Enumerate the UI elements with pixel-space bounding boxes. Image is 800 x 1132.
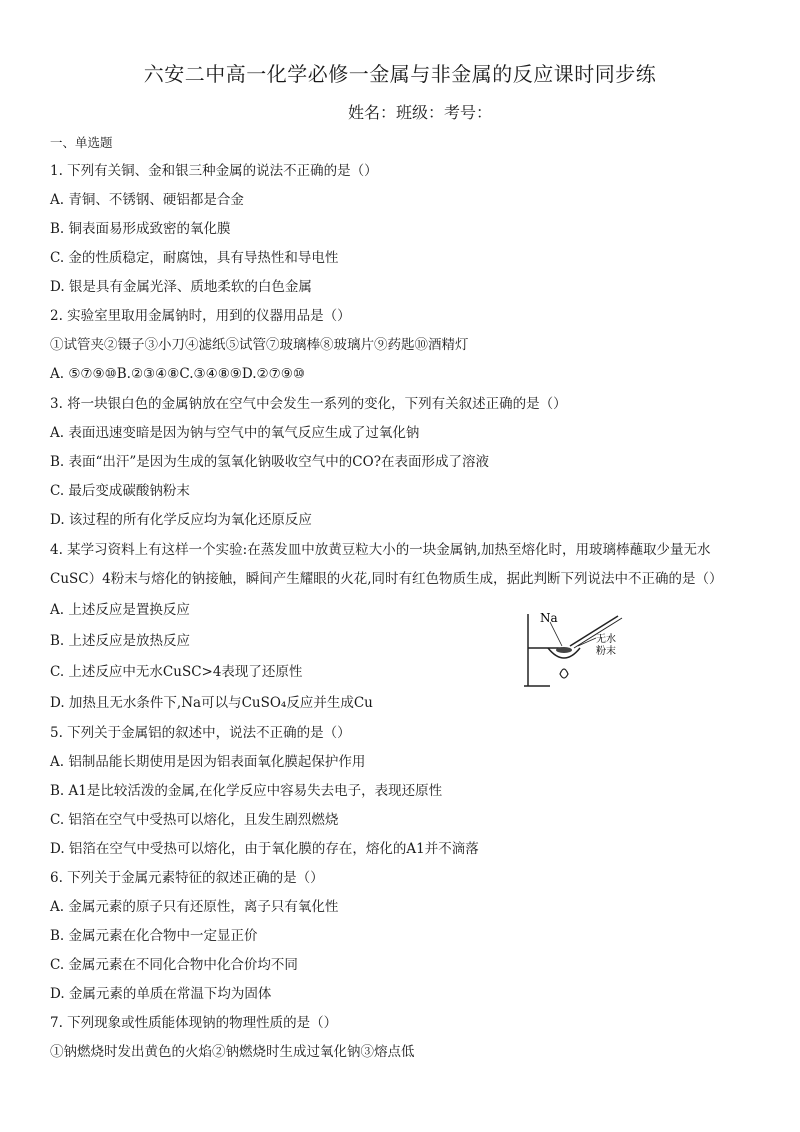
question-6-option-c: C. 金属元素在不同化合物中化合价均不同 <box>50 957 298 973</box>
question-3-option-a: A. 表面迅速变暗是因为钠与空气中的氧气反应生成了过氧化钠 <box>50 425 420 441</box>
page-title: 六安二中高一化学必修一金属与非金属的反应课时同步练 <box>143 62 657 86</box>
question-3-option-c: C. 最后变成碳酸钠粉末 <box>50 483 190 499</box>
question-4-option-d: D. 加热且无水条件下,Na可以与CuSO₄反应并生成Cu <box>50 695 373 711</box>
question-6-stem: 6. 下列关于金属元素特征的叙述正确的是（） <box>50 870 324 886</box>
powder-label-2: 粉末 <box>596 646 616 657</box>
question-1-option-d: D. 银是具有金属光泽、质地柔软的白色金属 <box>50 279 312 295</box>
student-info-line: 姓名：班级：考号： <box>347 103 492 122</box>
question-4-option-b: B. 上述反应是放热反应 <box>50 633 191 649</box>
question-5-option-a: A. 铝制品能长期使用是因为铝表面氧化膜起保护作用 <box>50 754 366 770</box>
question-3-option-b: B. 表面“出汗”是因为生成的氢氧化钠吸收空气中的CO?在表面形成了溶液 <box>50 454 489 470</box>
question-2-items: ①试管夹②镊子③小刀④滤纸⑤试管⑦玻璃棒⑧玻璃片⑨药匙⑩酒精灯 <box>50 337 469 353</box>
na-pointer <box>550 622 562 646</box>
question-4-option-c: C. 上述反应中无水CuSC>4表现了还原性 <box>50 664 303 680</box>
question-3-option-d: D. 该过程的所有化学反应均为氧化还原反应 <box>50 512 312 528</box>
question-7-items: ①钠燃烧时发出黄色的火焰②钠燃烧时生成过氧化钠③熔点低 <box>50 1044 415 1060</box>
question-5-option-d: D. 铝箔在空气中受热可以熔化，由于氧化膜的存在，熔化的A1并不滴落 <box>50 841 479 857</box>
question-6-option-a: A. 金属元素的原子只有还原性，离子只有氧化性 <box>50 899 339 915</box>
question-5-option-b: B. A1是比较活泼的金属,在化学反应中容易失去电子，表现还原性 <box>50 783 443 799</box>
question-5-option-c: C. 铝箔在空气中受热可以熔化，且发生剧烈燃烧 <box>50 812 339 828</box>
question-1-option-c: C. 金的性质稳定，耐腐蚀，具有导热性和导电性 <box>50 250 339 266</box>
question-3-stem: 3. 将一块银白色的金属钠放在空气中会发生一系列的变化，下列有关叙述正确的是（） <box>50 396 567 412</box>
na-label: Na <box>540 611 558 625</box>
question-1-stem: 1. 下列有关铜、金和银三种金属的说法不正确的是（） <box>50 163 378 179</box>
powder-label-1: 无水 <box>596 634 616 645</box>
question-5-stem: 5. 下列关于金属铝的叙述中，说法不正确的是（） <box>50 725 351 741</box>
question-2-options: A. ⑤⑦⑨⑩B.②③④⑧C.③④⑧⑨D.②⑦⑨⑩ <box>50 366 305 382</box>
question-4-option-a: A. 上述反应是置换反应 <box>50 602 190 618</box>
section-heading: 一、单选题 <box>50 135 113 150</box>
question-2-stem: 2. 实验室里取用金属钠时，用到的仪器用品是（） <box>50 308 351 324</box>
question-1-option-a: A. 青铜、不锈钢、硬铝都是合金 <box>50 192 244 208</box>
flame-icon <box>560 669 568 678</box>
question-6-option-b: B. 金属元素在化合物中一定显正价 <box>50 928 258 944</box>
question-6-option-d: D. 金属元素的单质在常温下均为固体 <box>50 986 272 1002</box>
sodium-sample <box>556 647 572 653</box>
question-4-stem-line-1: 4. 某学习资料上有这样一个实验:在蒸发皿中放黄豆粒大小的一块金属钠,加热至熔化时，用玻璃棒蘸取少量无水 <box>50 542 711 558</box>
question-4-stem-line-2: CuSC）4粉末与熔化的钠接触，瞬间产生耀眼的火花,同时有红色物质生成，据此判断下列说法中不正确的是（） <box>50 571 723 587</box>
question-1-option-b: B. 铜表面易形成致密的氧化膜 <box>50 221 231 237</box>
apparatus-figure <box>520 608 630 688</box>
question-7-stem: 7. 下列现象或性质能体现钠的物理性质的是（） <box>50 1015 338 1031</box>
